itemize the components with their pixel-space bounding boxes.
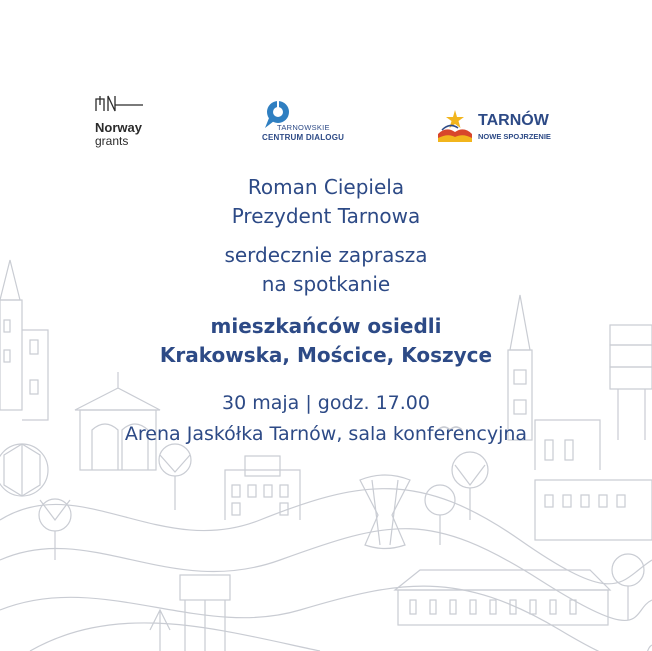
norway-grants-mark-icon (95, 95, 145, 113)
norway-line1: Norway (95, 120, 142, 135)
audience-line-1: mieszkańców osiedli (210, 314, 442, 338)
norway-grants-logo (95, 95, 155, 150)
invite-line-2: na spotkanie (261, 272, 391, 296)
host-title: Prezydent Tarnowa (231, 204, 421, 228)
tarnow-wordmark: TARNÓW (478, 112, 549, 129)
tcd-line1: TARNOWSKIE (277, 123, 330, 132)
norway-line2: grants (95, 134, 129, 148)
tcd-line2: CENTRUM DIALOGU (262, 133, 345, 142)
tarnow-logo (436, 108, 566, 148)
host-name: Roman Ciepiela (247, 175, 405, 199)
event-venue: Arena Jaskółka Tarnów, sala konferencyjna (124, 423, 528, 445)
tarnow-tagline: NOWE SPOJRZENIE (478, 132, 551, 141)
event-datetime: 30 maja | godz. 17.00 (222, 392, 430, 414)
tcd-logo (258, 100, 358, 150)
audience-line-2: Krakowska, Mościce, Koszyce (159, 343, 493, 367)
star-landscape-icon (436, 108, 474, 144)
invite-line-1: serdecznie zaprasza (224, 243, 428, 267)
